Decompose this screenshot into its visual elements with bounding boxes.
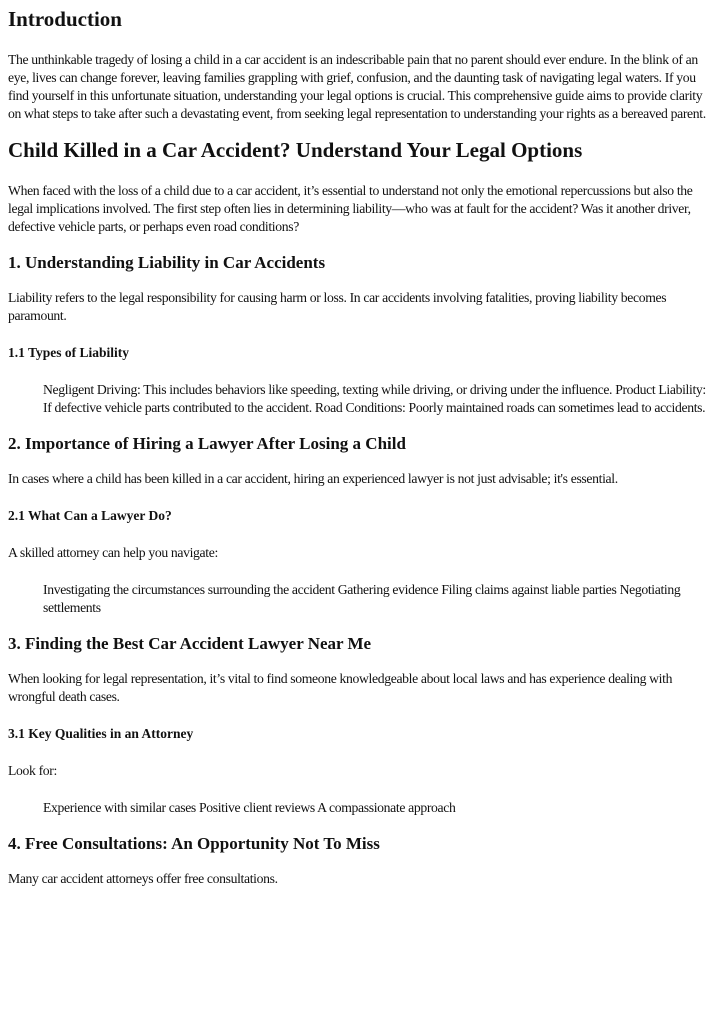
section2-list: Investigating the circumstances surrounding the accident Gathering evidence Filing claims against liable parties Negotiating settlements: [43, 582, 681, 615]
section1-subheading: 1.1 Types of Liability: [8, 345, 130, 360]
main-paragraph: When faced with the loss of a child due to a car accident, it’s essential to understand not only the emotional repercussions but also the legal implications involved. The first step often lies in determining liability—who was at fault for the accident? Was it another driver, defective vehicle parts, or perhaps even road conditions?: [8, 183, 693, 234]
main-heading: Child Killed in a Car Accident? Understand Your Legal Options: [8, 138, 583, 162]
section2-subparagraph: A skilled attorney can help you navigate:: [8, 545, 218, 560]
intro-heading: Introduction: [8, 7, 122, 31]
section1-paragraph: Liability refers to the legal responsibility for causing harm or loss. In car accidents involving fatalities, proving liability becomes paramount.: [8, 290, 667, 323]
intro-paragraph: The unthinkable tragedy of losing a child in a car accident is an indescribable pain that no parent should ever endure. In the blink of an eye, lives can change forever, leaving families grappling with grief, confusion, and the daunting task of navigating legal waters. If you find yourself in this unfortunate situation, understanding your legal options is crucial. This comprehensive guide aims to provide clarity on what steps to take after such a devastating event, from seeking legal representation to understanding your rights as a bereaved parent.: [8, 52, 706, 121]
section4-heading: 4. Free Consultations: An Opportunity Not To Miss: [8, 834, 380, 853]
section3-subheading: 3.1 Key Qualities in an Attorney: [8, 726, 194, 741]
section3-list: Experience with similar cases Positive client reviews A compassionate approach: [43, 800, 456, 815]
section4-paragraph: Many car accident attorneys offer free consultations.: [8, 871, 278, 886]
article: [0, 6, 716, 888]
section2-subheading: 2.1 What Can a Lawyer Do?: [8, 508, 172, 523]
section1-list: Negligent Driving: This includes behaviors like speeding, texting while driving, or driving under the influence. Product Liability: If defective vehicle parts contributed to the accident. Road Conditions: Poorly maintained roads can sometimes lead to accidents.: [43, 382, 706, 415]
section3-paragraph: When looking for legal representation, it’s vital to find someone knowledgeable about local laws and has experience dealing with wrongful death cases.: [8, 671, 673, 704]
section3-heading: 3. Finding the Best Car Accident Lawyer Near Me: [8, 634, 372, 653]
section2-paragraph: In cases where a child has been killed in a car accident, hiring an experienced lawyer is not just advisable; it's essential.: [8, 471, 618, 486]
section3-subparagraph: Look for:: [8, 763, 57, 778]
section2-heading: 2. Importance of Hiring a Lawyer After Losing a Child: [8, 434, 406, 453]
section1-heading: 1. Understanding Liability in Car Accidents: [8, 253, 326, 272]
